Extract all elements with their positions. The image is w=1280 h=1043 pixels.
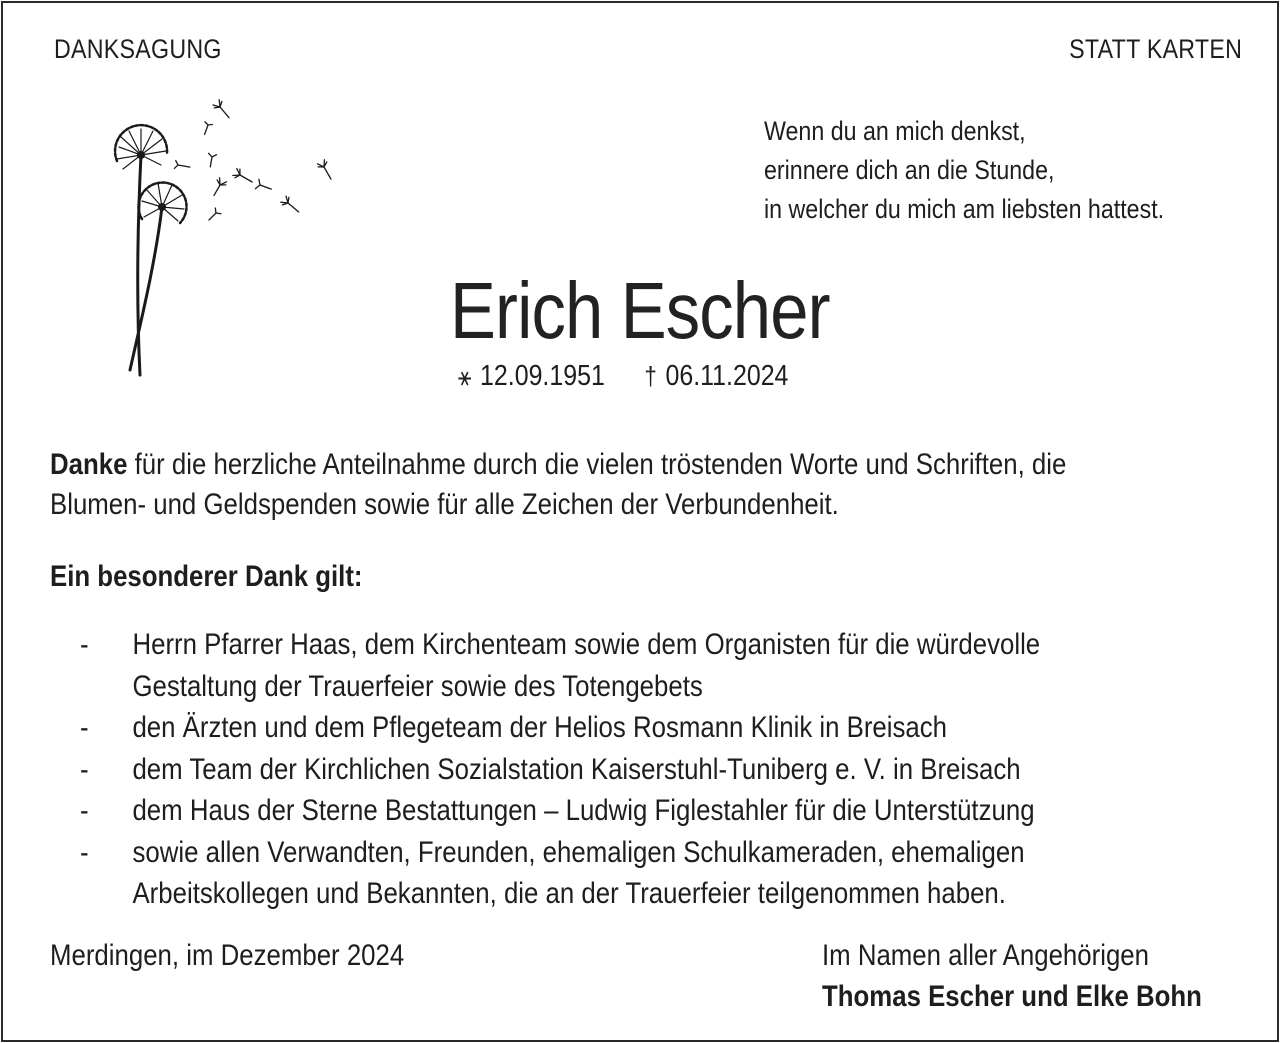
header-statt-karten: STATT KARTEN [1069,34,1242,64]
signature-names: Thomas Escher und Elke Bohn [822,980,1202,1013]
header-danksagung: DANKSAGUNG [54,34,222,64]
list-item-line: sowie allen Verwandten, Freunden, ehemaligen Schulkameraden, ehemaligen [132,835,1025,869]
dandelion-illustration [100,95,340,385]
birth-date: 12.09.1951 [480,360,605,392]
thanks-paragraph [50,445,1066,525]
list-dash: - [80,711,89,744]
special-thanks-list [80,624,1040,915]
poem-line: Wenn du an mich denkst, [764,116,1026,146]
thanks-line: für die herzliche Anteilnahme durch die vielen tröstenden Worte und Schriften, die [127,448,1067,481]
list-item [80,790,1040,832]
list-item-line: dem Haus der Sterne Bestattungen – Ludwig Figlestahler für die Unterstützung [132,794,1035,827]
list-item-line: Arbeitskollegen und Bekannten, die an der Trauerfeier teilgenommen haben. [132,877,1006,910]
list-item-line: den Ärzten und dem Pflegeteam der Helios Rosmann Klinik in Breisach [132,711,948,744]
list-item [80,749,1040,791]
list-dash: - [80,835,89,869]
list-item [80,707,1040,749]
thanks-line: Blumen- und Geldspenden sowie für alle Zeichen der Verbundenheit. [50,488,839,521]
birth-star-icon: ⚹ [458,361,472,391]
list-item [80,832,1040,915]
death-date: 06.11.2024 [665,360,789,392]
death-cross-icon: † [644,361,657,391]
place-and-date: Merdingen, im Dezember 2024 [50,939,405,972]
deceased-name: Erich Escher [450,266,830,355]
special-thanks-heading: Ein besonderer Dank gilt: [50,560,363,593]
list-item-line: Gestaltung der Trauerfeier sowie des Totengebets [132,669,703,703]
poem-line: erinnere dich an die Stunde, [764,155,1055,185]
life-dates [458,360,788,393]
list-item [80,624,1040,707]
signature-intro: Im Namen aller Angehörigen [822,939,1149,972]
list-item-line: Herrn Pfarrer Haas, dem Kirchenteam sowie dem Organisten für die würdevolle [132,628,1041,661]
poem [764,112,1164,229]
poem-line: in welcher du mich am liebsten hattest. [764,194,1165,224]
list-item-line: dem Team der Kirchlichen Sozialstation Kaiserstuhl-Tuniberg e. V. in Breisach [132,752,1021,786]
list-dash: - [80,752,89,786]
thanks-lead-word: Danke [50,448,128,481]
list-dash: - [80,794,89,827]
list-dash: - [80,628,89,661]
